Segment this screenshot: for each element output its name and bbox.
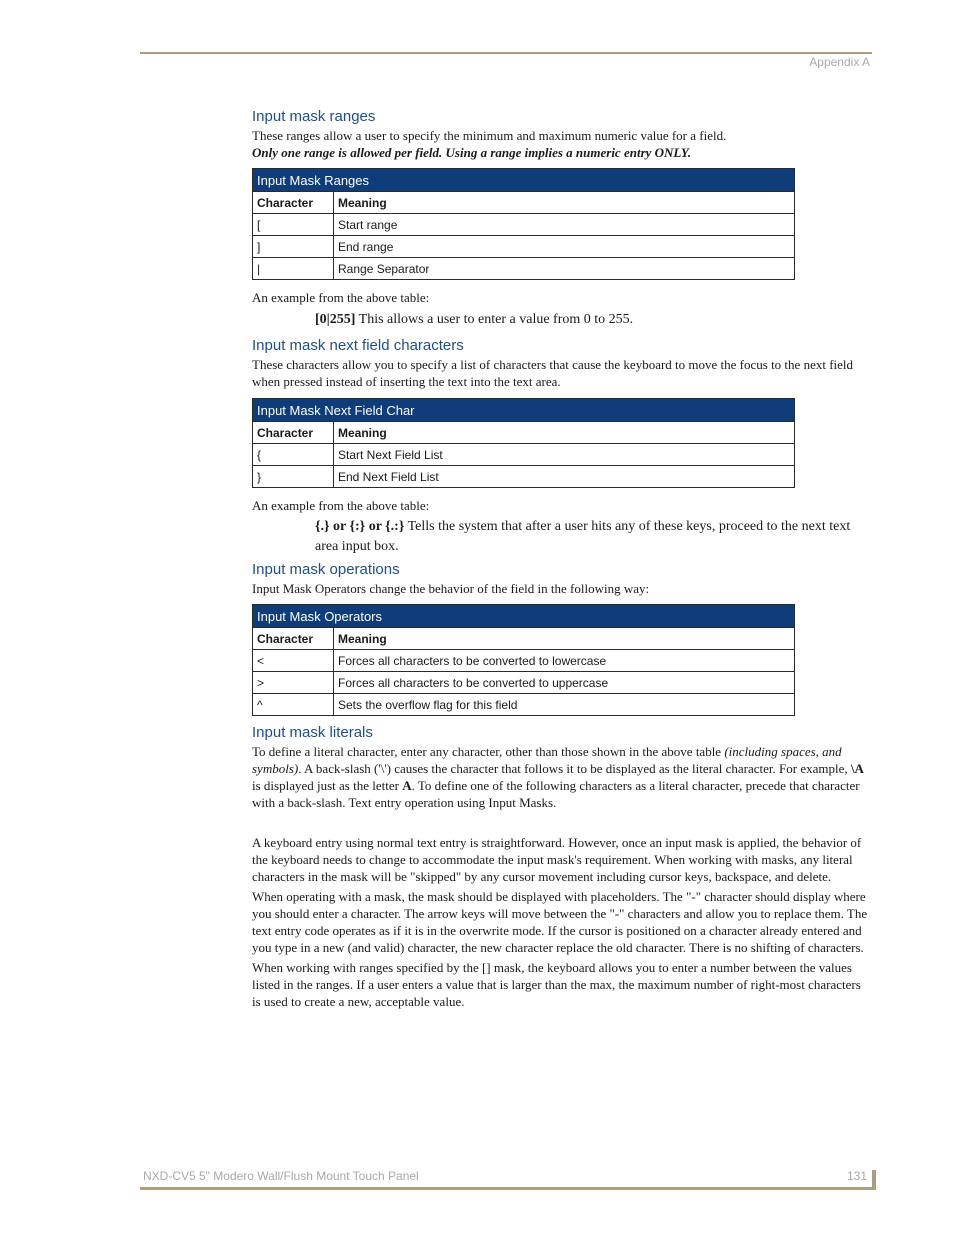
example-code: [0|255] — [315, 312, 356, 327]
heading-input-mask-next-field: Input mask next field characters — [252, 337, 464, 354]
cell-meaning: End range — [334, 236, 795, 258]
table-row — [253, 214, 795, 236]
table-input-mask-operators — [252, 604, 795, 716]
example-intro: An example from the above table: — [252, 498, 430, 513]
text-run-italic: (including spaces, and symbols) — [252, 744, 842, 776]
heading-input-mask-ranges: Input mask ranges — [252, 108, 376, 125]
text-run-bold: A — [402, 778, 412, 793]
literals-paragraph-1 — [252, 743, 868, 811]
column-header-character: Character — [253, 192, 334, 214]
text-run: is displayed just as the letter — [252, 778, 403, 793]
cell-character: < — [253, 650, 334, 672]
table-title: Input Mask Next Field Char — [253, 399, 795, 422]
heading-input-mask-literals: Input mask literals — [252, 724, 373, 741]
cell-character: ] — [253, 236, 334, 258]
table-row — [253, 444, 795, 466]
cell-meaning: Start Next Field List — [334, 444, 795, 466]
header-rule — [140, 52, 872, 54]
cell-character: | — [253, 258, 334, 280]
cell-meaning: Sets the overflow flag for this field — [334, 694, 795, 716]
ranges-intro: These ranges allow a user to specify the minimum and maximum numeric value for a field. — [252, 128, 727, 143]
text-run: . A back-slash ('\') causes the character that follows it to be displayed as the literal character. For example, — [298, 761, 851, 776]
table-row — [253, 466, 795, 488]
column-header-character: Character — [253, 628, 334, 650]
cell-meaning: Forces all characters to be converted to lowercase — [334, 650, 795, 672]
cell-character: } — [253, 466, 334, 488]
column-header-character: Character — [253, 422, 334, 444]
cell-meaning: End Next Field List — [334, 466, 795, 488]
text-run-bold: \A — [850, 761, 864, 776]
cell-character: > — [253, 672, 334, 694]
literals-paragraph-4: When working with ranges specified by the [] mask, the keyboard allows you to enter a number between the values listed in the ranges. If a user enters a value that is larger than the max, the maximum number of right-most characters is used to create a new, acceptable value. — [252, 960, 861, 1009]
table-row — [253, 650, 795, 672]
footer-title: NXD-CV5 5" Modero Wall/Flush Mount Touch Panel — [143, 1169, 419, 1183]
cell-character: [ — [253, 214, 334, 236]
cell-meaning: Start range — [334, 214, 795, 236]
ranges-note: Only one range is allowed per field. Using a range implies a numeric entry ONLY. — [252, 145, 692, 160]
cell-character: ^ — [253, 694, 334, 716]
text-run: . To define one of the following characters as a literal character, precede that character with a back-slash. Text entry operation using Input Masks. — [252, 778, 860, 810]
example-text: Tells the system that after a user hits any of these keys, proceed to the next text area input box. — [315, 519, 851, 554]
page-content — [252, 107, 868, 1010]
running-head: Appendix A — [809, 55, 870, 69]
footer-rule — [140, 1187, 876, 1190]
table-input-mask-ranges — [252, 168, 795, 280]
text-run: To define a literal character, enter any character, other than those shown in the above table — [252, 744, 725, 759]
footer-rule-tick — [872, 1170, 876, 1190]
example-next-field — [315, 517, 868, 557]
literals-paragraph-3: When operating with a mask, the mask should be displayed with placeholders. The "-" character should display where you should enter a character. The arrow keys will move between the "-" characters and allow you to replace them. The text entry code operates as if it is in the overwrite mode. If the cursor is positioned on a character already entered and you type in a new (and valid) character, the new character replace the old character. There is no shifting of characters. — [252, 889, 868, 955]
literals-paragraph-2: A keyboard entry using normal text entry is straightforward. However, once an input mask is applied, the behavior of the keyboard needs to change to accommodate the input mask's requirement. When working with masks, any literal characters in the mask will be "skipped" by any cursor movement including cursor keys, backspace, and delete. — [252, 835, 862, 884]
page-number: 131 — [847, 1169, 868, 1183]
heading-input-mask-operations: Input mask operations — [252, 561, 400, 578]
operations-intro: Input Mask Operators change the behavior of the field in the following way: — [252, 581, 650, 596]
table-row — [253, 694, 795, 716]
table-title: Input Mask Operators — [253, 605, 795, 628]
table-row — [253, 236, 795, 258]
example-intro: An example from the above table: — [252, 290, 430, 305]
table-title: Input Mask Ranges — [253, 169, 795, 192]
table-input-mask-next-field — [252, 398, 795, 488]
example-text: This allows a user to enter a value from 0 to 255. — [355, 312, 634, 327]
example-code: {.} or {:} or {.:} — [315, 519, 405, 534]
cell-meaning: Range Separator — [334, 258, 795, 280]
next-field-intro: These characters allow you to specify a list of characters that cause the keyboard to move the focus to the next field when pressed instead of inserting the text into the text area. — [252, 357, 854, 389]
cell-meaning: Forces all characters to be converted to uppercase — [334, 672, 795, 694]
example-ranges — [315, 310, 868, 330]
column-header-meaning: Meaning — [334, 192, 795, 214]
table-row — [253, 672, 795, 694]
column-header-meaning: Meaning — [334, 422, 795, 444]
cell-character: { — [253, 444, 334, 466]
column-header-meaning: Meaning — [334, 628, 795, 650]
table-row — [253, 258, 795, 280]
